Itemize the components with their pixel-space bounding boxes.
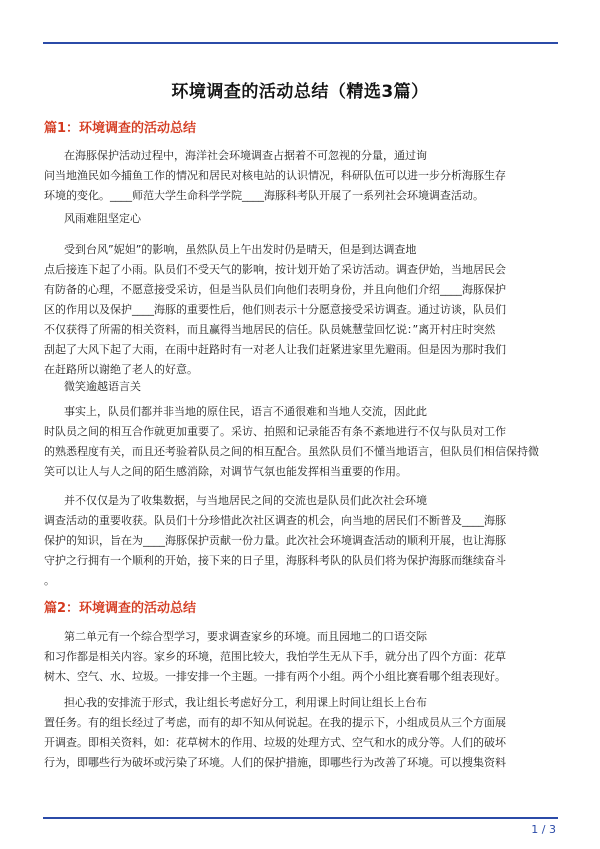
text-line: 环境的变化。____师范大学生命科学学院____海豚科考队开展了一系列社会环境调查活动。 (44, 189, 484, 202)
text-line: 问当地渔民如今捕鱼工作的情况和居民对核电站的认识情况，科研队伍可以进一步分析海豚生存 (44, 169, 506, 182)
text-line: 并不仅仅是为了收集数据，与当地居民之间的交流也是队员们此次社会环境 (64, 494, 427, 507)
paragraph-5 (44, 627, 557, 687)
text-line: 有防备的心理，不愿意接受采访，但是当队员们向他们表明身份，并且向他们介绍____海豚保护 (44, 283, 506, 296)
text-line: 点后接连下起了小雨。队员们不受天气的影响，按计划开始了采访活动。调查伊始，当地居民会 (44, 263, 506, 276)
text-line: 的熟悉程度有关，而且还考验着队员之间的相互配合。虽然队员们不懂当地语言，但队员们相信保持微 (44, 445, 539, 458)
text-line: 守护之行拥有一个顺利的开始，接下来的日子里，海豚科考队的队员们将为保护海豚而继续奋斗 (44, 554, 506, 567)
text-line: 开调查。即相关资料，如：花草树木的作用、垃圾的处理方式、空气和水的成分等。人们的破坏 (44, 736, 506, 749)
text-line: 树木、空气、水、垃圾。一排安排一个主题。一排有两个小组。两个小组比赛看哪个组表现好。 (44, 670, 506, 683)
text-line: 行为，即哪些行为破坏或污染了环境。人们的保护措施，即哪些行为改善了环境。可以搜集资料 (44, 756, 506, 769)
paragraph-2 (44, 240, 557, 380)
subheading-1: 风雨难阻坚定心 (64, 212, 141, 225)
paragraph-1 (44, 146, 557, 206)
text-line: 调查活动的重要收获。队员们十分珍惜此次社区调查的机会，向当地的居民们不断普及____海豚 (44, 514, 506, 527)
section-2-heading: 篇2：环境调查的活动总结 (44, 601, 197, 616)
text-line: 。 (44, 574, 55, 587)
text-line: 置任务。有的组长经过了考虑，而有的却不知从何说起。在我的提示下，小组成员从三个方面展 (44, 716, 506, 729)
paragraph-4 (44, 491, 557, 591)
paragraph-3 (44, 402, 557, 482)
text-line: 受到台风”妮妲”的影响，虽然队员上午出发时仍是晴天，但是到达调查地 (64, 243, 417, 256)
subheading-2: 微笑逾越语言关 (64, 380, 141, 393)
text-line: 担心我的安排流于形式，我让组长考虑好分工，利用课上时间让组长上台布 (64, 696, 427, 709)
text-line: 刮起了大风下起了大雨，在雨中赶路时有一对老人让我们赶紧进家里先避雨。但是因为那时我们 (44, 343, 506, 356)
text-line: 在赶路所以谢绝了老人的好意。 (44, 363, 198, 376)
text-line: 不仅获得了所需的相关资料，而且赢得当地居民的信任。队员姚慧莹回忆说：”离开村庄时突然 (44, 323, 496, 336)
text-line: 和习作都是相关内容。家乡的环境，范围比较大，我怕学生无从下手，就分出了四个方面：花草 (44, 650, 506, 663)
text-line: 第二单元有一个综合型学习，要求调查家乡的环境。而且园地二的口语交际 (64, 630, 427, 643)
text-line: 区的作用以及保护____海豚的重要性后，他们则表示十分愿意接受采访调查。通过访谈，队员们 (44, 303, 506, 316)
header-rule (43, 42, 558, 44)
footer-rule (43, 817, 558, 819)
document-title: 环境调查的活动总结（精选3篇） (171, 82, 429, 102)
text-line: 笑可以让人与人之间的陌生感消除，对调节气氛也能发挥相当重要的作用。 (44, 465, 407, 478)
section-1-heading: 篇1：环境调查的活动总结 (44, 121, 197, 136)
page-number: 1 / 3 (531, 823, 556, 836)
paragraph-6 (44, 693, 557, 773)
text-line: 在海豚保护活动过程中，海洋社会环境调查占据着不可忽视的分量，通过询 (64, 149, 427, 162)
text-line: 时队员之间的相互合作就更加重要了。采访、拍照和记录能否有条不紊地进行不仅与队员对工作 (44, 425, 506, 438)
text-line: 事实上，队员们都并非当地的原住民，语言不通很难和当地人交流，因此此 (64, 405, 427, 418)
text-line: 保护的知识，旨在为____海豚保护贡献一份力量。此次社会环境调查活动的顺利开展，也让海豚 (44, 534, 506, 547)
